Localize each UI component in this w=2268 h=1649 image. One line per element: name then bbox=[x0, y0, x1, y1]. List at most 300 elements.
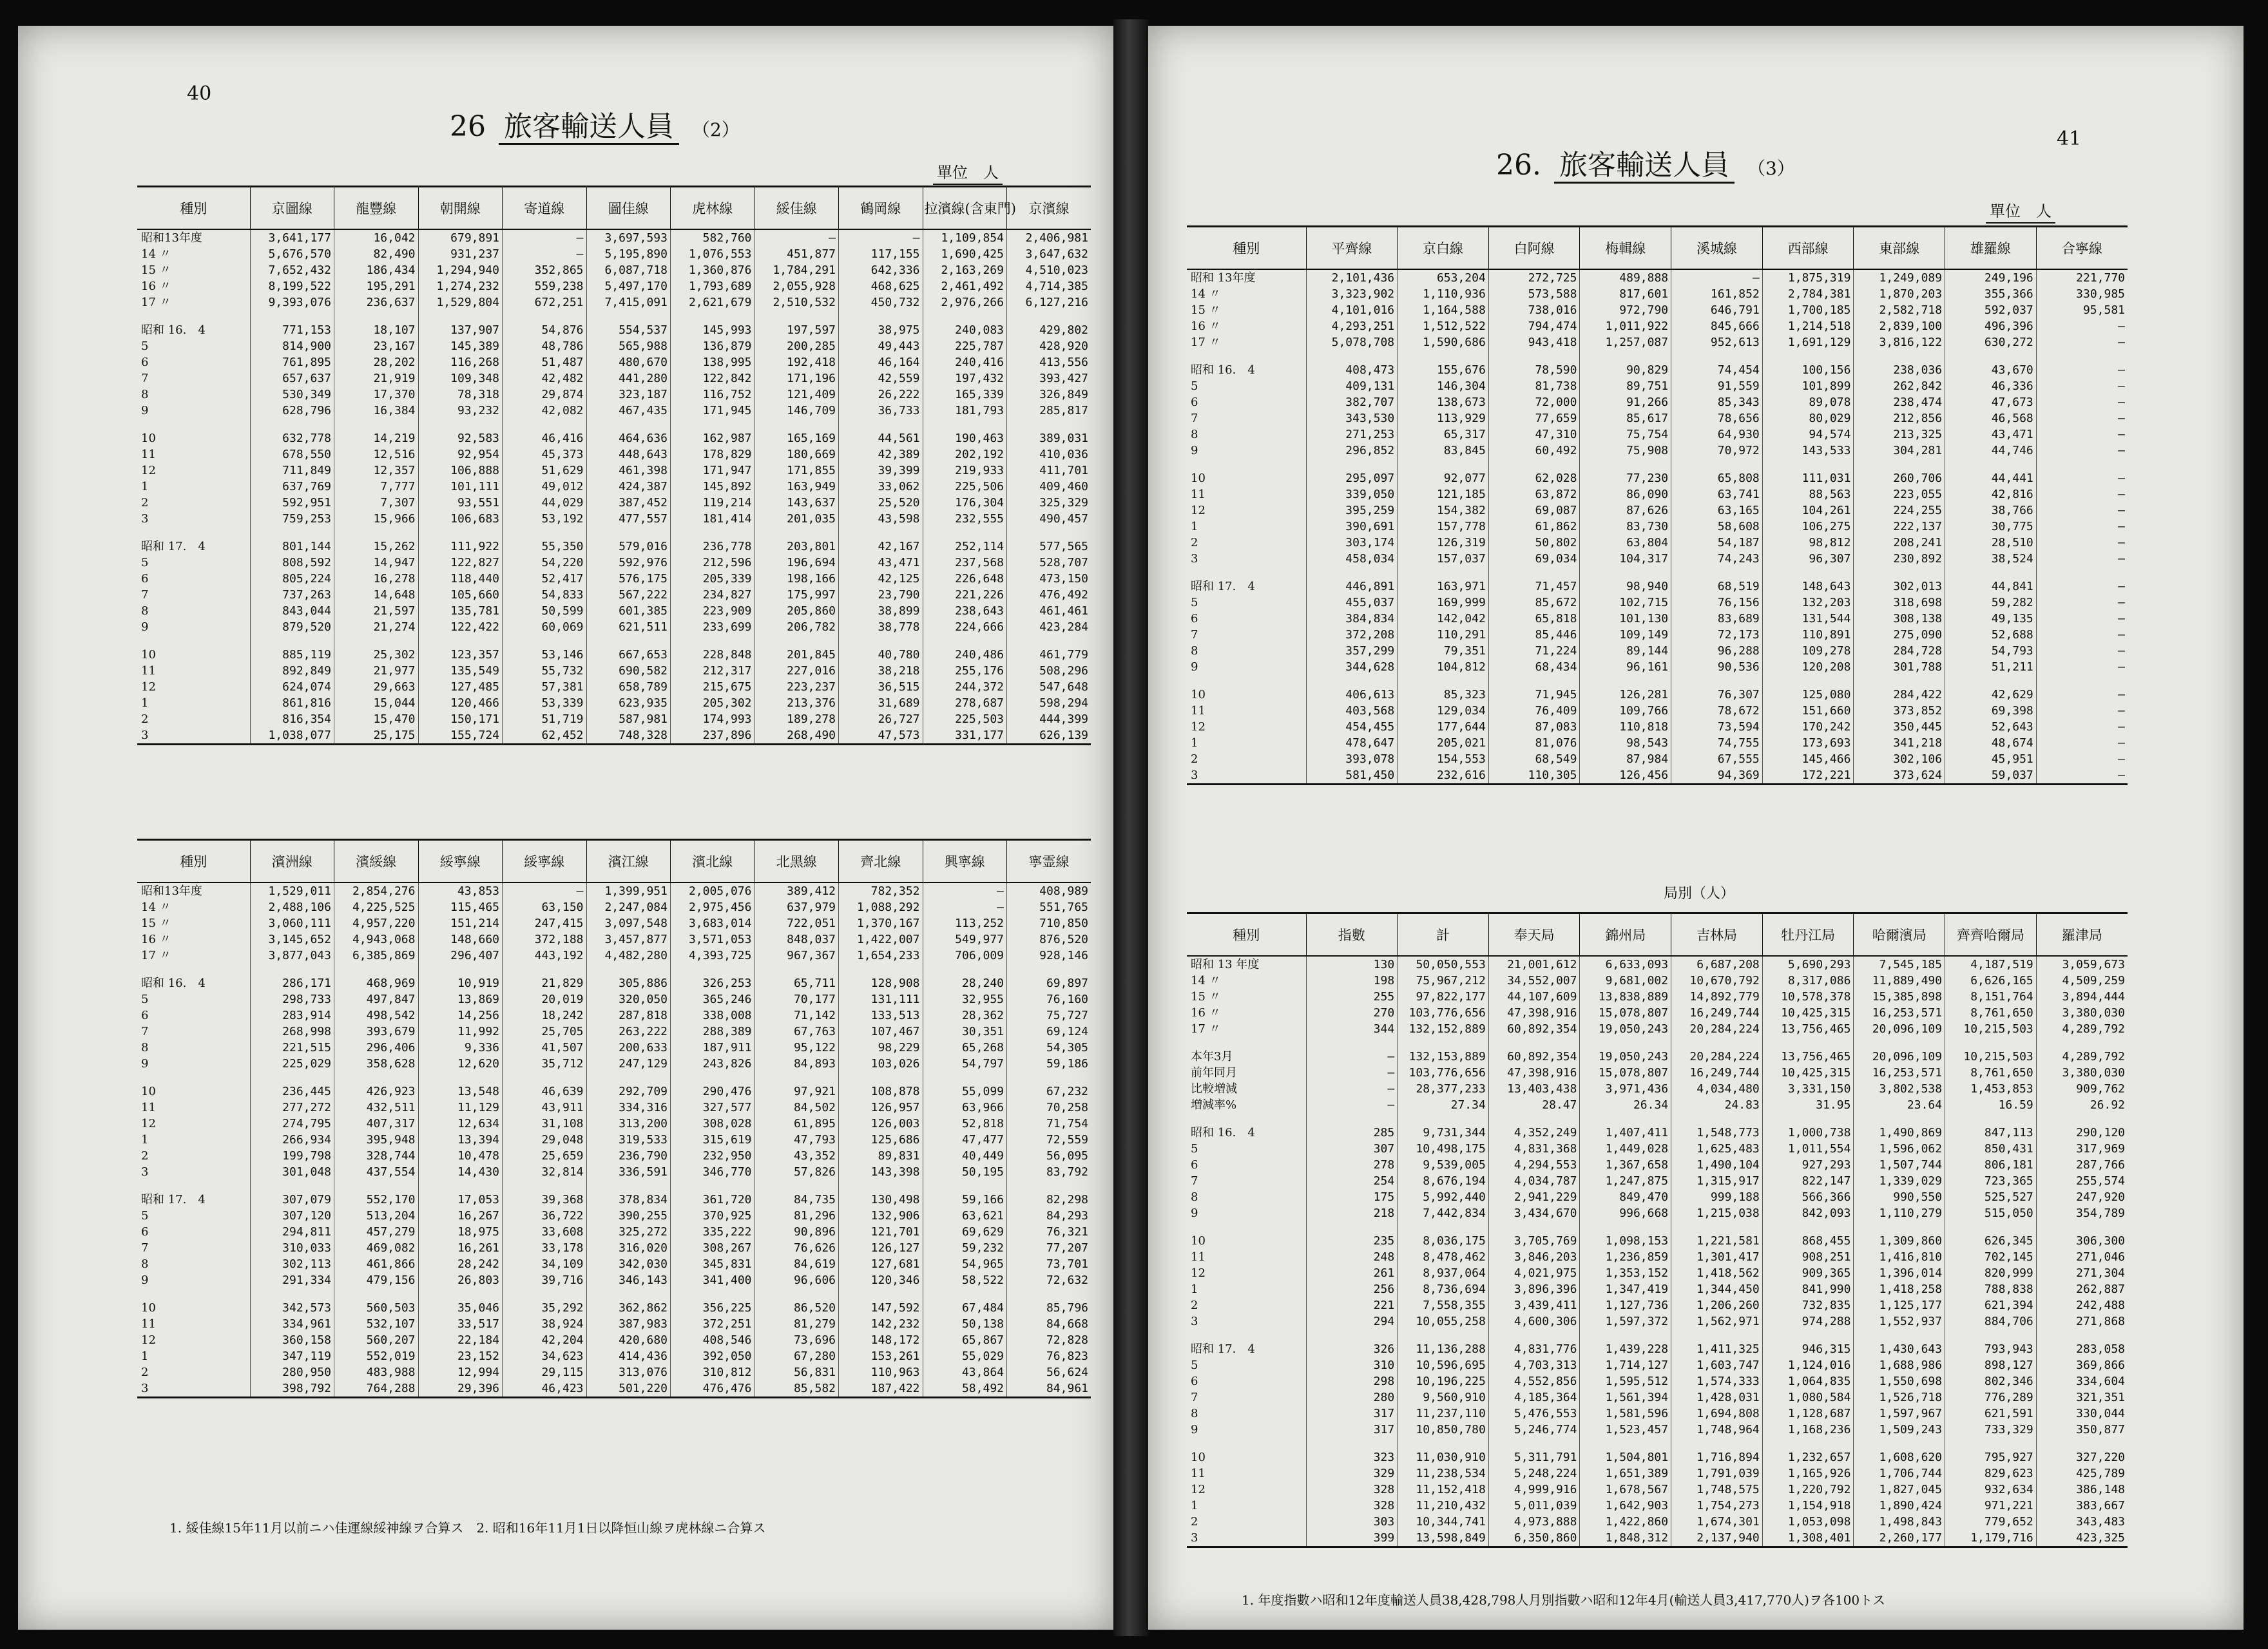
data-cell: 126,281 bbox=[1580, 687, 1671, 703]
data-cell: 386,148 bbox=[2036, 1482, 2128, 1498]
data-cell: 181,793 bbox=[923, 403, 1007, 419]
spacer-cell bbox=[137, 964, 250, 975]
data-cell: 21,597 bbox=[334, 603, 419, 619]
data-cell: 794,474 bbox=[1488, 318, 1580, 334]
spacer-cell bbox=[1854, 1438, 1945, 1449]
data-cell: 370,925 bbox=[671, 1208, 755, 1224]
column-header: 興寧線 bbox=[923, 840, 1007, 883]
data-cell: 38,766 bbox=[1945, 502, 2037, 519]
spacer-cell bbox=[1762, 350, 1854, 362]
row-label: 3 bbox=[1187, 767, 1306, 785]
data-cell: 181,414 bbox=[671, 511, 755, 527]
spacer-cell bbox=[1007, 1288, 1091, 1300]
data-cell: 458,034 bbox=[1306, 551, 1398, 567]
table-row bbox=[137, 915, 1091, 931]
spacer-cell bbox=[1007, 310, 1091, 322]
data-cell: 1,529,011 bbox=[250, 882, 334, 899]
data-cell: 53,339 bbox=[503, 695, 587, 711]
data-cell: 80,029 bbox=[1762, 410, 1854, 426]
data-cell: 847,113 bbox=[1945, 1125, 2037, 1141]
data-cell: 87,984 bbox=[1580, 751, 1671, 767]
data-cell: 737,263 bbox=[250, 587, 334, 603]
row-label: 6 bbox=[1191, 1158, 1198, 1172]
data-cell: 1,165,926 bbox=[1762, 1465, 1854, 1482]
data-cell: 200,285 bbox=[754, 338, 839, 354]
column-header: 種別 bbox=[1187, 913, 1306, 957]
data-cell: 10,578,378 bbox=[1762, 989, 1854, 1005]
data-cell: 658,789 bbox=[586, 679, 671, 695]
data-cell: 10,596,695 bbox=[1398, 1357, 1489, 1373]
spacer-cell bbox=[1488, 1113, 1580, 1125]
data-cell: 225,029 bbox=[250, 1056, 334, 1072]
data-cell: 243,826 bbox=[671, 1056, 755, 1072]
data-cell: 270 bbox=[1306, 1005, 1398, 1021]
row-label: 12 bbox=[141, 1117, 156, 1130]
data-cell: 498,542 bbox=[334, 1007, 419, 1024]
row-label: 5 bbox=[1191, 1358, 1198, 1372]
data-cell: 3,439,411 bbox=[1488, 1297, 1580, 1313]
data-cell: 1,154,918 bbox=[1762, 1498, 1854, 1514]
data-cell: 3,697,593 bbox=[586, 229, 671, 246]
spacer-cell bbox=[586, 1288, 671, 1300]
data-cell: 1,596,062 bbox=[1854, 1141, 1945, 1157]
data-cell: 26,727 bbox=[839, 711, 923, 727]
data-cell: 302,013 bbox=[1854, 578, 1945, 595]
spacer-cell bbox=[250, 310, 334, 322]
data-cell: 65,867 bbox=[923, 1332, 1007, 1348]
row-label: 11 bbox=[1191, 1467, 1206, 1480]
spacer-cell bbox=[334, 1288, 419, 1300]
row-label: 1 bbox=[1191, 736, 1198, 750]
data-cell: 1,422,007 bbox=[839, 931, 923, 948]
data-cell: 38,975 bbox=[839, 322, 923, 338]
table-row bbox=[1187, 1049, 2128, 1065]
row-label: 5 bbox=[141, 1209, 149, 1223]
data-cell: 849,470 bbox=[1580, 1189, 1671, 1205]
table-row bbox=[1187, 719, 2128, 735]
data-cell: 178,829 bbox=[671, 446, 755, 462]
data-cell: 9,539,005 bbox=[1398, 1157, 1489, 1173]
header-row bbox=[137, 840, 1091, 883]
spacer-cell bbox=[418, 635, 503, 647]
data-cell: 285 bbox=[1306, 1125, 1398, 1141]
spacer-cell bbox=[1007, 635, 1091, 647]
data-cell: 31.95 bbox=[1762, 1097, 1854, 1113]
data-cell: 409,131 bbox=[1306, 378, 1398, 394]
data-cell: 476,492 bbox=[1007, 587, 1091, 603]
data-cell: 325,329 bbox=[1007, 495, 1091, 511]
row-label: 増減率% bbox=[1191, 1098, 1237, 1112]
row-label: 17 〃 bbox=[1191, 336, 1221, 349]
data-cell: 59,232 bbox=[923, 1240, 1007, 1256]
data-cell: 690,582 bbox=[586, 663, 671, 679]
data-cell: 58,608 bbox=[1671, 519, 1763, 535]
data-cell: 260,706 bbox=[1854, 470, 1945, 486]
data-cell: 35,046 bbox=[418, 1300, 503, 1316]
table-row bbox=[1187, 443, 2128, 459]
row-label: 6 bbox=[1191, 1375, 1198, 1388]
data-cell: 3,894,444 bbox=[2036, 989, 2128, 1005]
data-cell: 346,770 bbox=[671, 1164, 755, 1180]
data-cell: 876,520 bbox=[1007, 931, 1091, 948]
data-cell: 127,485 bbox=[418, 679, 503, 695]
table-row bbox=[137, 991, 1091, 1007]
data-cell: 1,552,937 bbox=[1854, 1313, 1945, 1330]
data-cell: 1,512,522 bbox=[1398, 318, 1489, 334]
data-cell: 1,206,260 bbox=[1671, 1297, 1763, 1313]
data-cell: 70,258 bbox=[1007, 1100, 1091, 1116]
data-cell: 334,316 bbox=[586, 1100, 671, 1116]
data-cell: 369,866 bbox=[2036, 1357, 2128, 1373]
row-label: 昭和 16. 4 bbox=[1191, 1126, 1255, 1139]
data-cell: 202,192 bbox=[923, 446, 1007, 462]
column-header: 牡丹江局 bbox=[1762, 913, 1854, 957]
data-cell: 1,109,854 bbox=[923, 229, 1007, 246]
spacer-cell bbox=[1854, 350, 1945, 362]
data-cell: 122,422 bbox=[418, 619, 503, 635]
data-cell: 116,268 bbox=[418, 354, 503, 370]
table-row bbox=[1187, 1498, 2128, 1514]
data-cell: 294 bbox=[1306, 1313, 1398, 1330]
data-cell: 3,145,652 bbox=[250, 931, 334, 948]
spacer-cell bbox=[1398, 567, 1489, 578]
column-header: 濱江線 bbox=[586, 840, 671, 883]
spacer-cell bbox=[1398, 459, 1489, 470]
data-cell: 1,507,744 bbox=[1854, 1157, 1945, 1173]
data-cell: 1,890,424 bbox=[1854, 1498, 1945, 1514]
column-header: 種別 bbox=[137, 840, 250, 883]
spacer-cell bbox=[1854, 1037, 1945, 1049]
data-cell: 11,030,910 bbox=[1398, 1449, 1489, 1465]
data-cell: — bbox=[2036, 703, 2128, 719]
data-cell: 42,389 bbox=[839, 446, 923, 462]
table-row bbox=[1187, 1514, 2128, 1530]
data-cell: 632,778 bbox=[250, 430, 334, 446]
data-cell: 96,307 bbox=[1762, 551, 1854, 567]
data-cell: 861,816 bbox=[250, 695, 334, 711]
spacer-cell bbox=[418, 1180, 503, 1192]
data-cell: 195,291 bbox=[334, 278, 419, 294]
data-cell: 1,509,243 bbox=[1854, 1422, 1945, 1438]
spacer-cell bbox=[1306, 1037, 1398, 1049]
data-cell: 65,317 bbox=[1398, 426, 1489, 443]
data-cell: 4,509,259 bbox=[2036, 973, 2128, 989]
data-cell: 16,253,571 bbox=[1854, 1005, 1945, 1021]
data-cell: 845,666 bbox=[1671, 318, 1763, 334]
data-cell: — bbox=[2036, 767, 2128, 785]
data-cell: 224,666 bbox=[923, 619, 1007, 635]
data-cell: 262,842 bbox=[1854, 378, 1945, 394]
data-cell: 126,957 bbox=[839, 1100, 923, 1116]
spacer-cell bbox=[923, 1072, 1007, 1083]
spacer-cell bbox=[1671, 675, 1763, 687]
data-cell: 44,441 bbox=[1945, 470, 2037, 486]
data-cell: 103,776,656 bbox=[1398, 1005, 1489, 1021]
data-cell: 151,660 bbox=[1762, 703, 1854, 719]
spacer-cell bbox=[1488, 1438, 1580, 1449]
data-cell: 723,365 bbox=[1945, 1173, 2037, 1189]
data-cell: 96,288 bbox=[1671, 643, 1763, 659]
data-cell: 60,069 bbox=[503, 619, 587, 635]
data-cell: — bbox=[2036, 627, 2128, 643]
data-cell: 205,302 bbox=[671, 695, 755, 711]
data-cell: 621,511 bbox=[586, 619, 671, 635]
data-cell: 15,078,807 bbox=[1580, 1065, 1671, 1081]
spacer-cell bbox=[2036, 1037, 2128, 1049]
data-cell: 221 bbox=[1306, 1297, 1398, 1313]
spacer-cell bbox=[418, 1072, 503, 1083]
data-cell: 361,720 bbox=[671, 1192, 755, 1208]
table-row bbox=[137, 386, 1091, 403]
data-cell: 108,878 bbox=[839, 1083, 923, 1100]
row-label: 昭和 17. 4 bbox=[1191, 580, 1255, 593]
data-cell: 667,653 bbox=[586, 647, 671, 663]
row-label: 10 bbox=[141, 1085, 156, 1098]
data-cell: 1,523,457 bbox=[1580, 1422, 1671, 1438]
data-cell: 221,515 bbox=[250, 1040, 334, 1056]
data-cell: 554,537 bbox=[586, 322, 671, 338]
data-cell: 2,247,084 bbox=[586, 899, 671, 915]
spacer-cell bbox=[137, 1180, 250, 1192]
row-label: 14 〃 bbox=[141, 247, 171, 261]
spacer-cell bbox=[1398, 675, 1489, 687]
data-cell: 6,350,860 bbox=[1488, 1530, 1580, 1547]
data-cell: 238,474 bbox=[1854, 394, 1945, 410]
row-label: 1 bbox=[1191, 520, 1198, 533]
data-cell: 237,896 bbox=[671, 727, 755, 745]
data-cell: 795,927 bbox=[1945, 1449, 2037, 1465]
data-cell: — bbox=[2036, 334, 2128, 350]
spacer-cell bbox=[923, 635, 1007, 647]
data-cell: 946,315 bbox=[1762, 1341, 1854, 1357]
data-cell: 1,399,951 bbox=[586, 882, 671, 899]
data-cell: 17,053 bbox=[418, 1192, 503, 1208]
data-cell: 879,520 bbox=[250, 619, 334, 635]
data-cell: 1,353,152 bbox=[1580, 1265, 1671, 1281]
data-cell: 582,760 bbox=[671, 229, 755, 246]
data-cell: 501,220 bbox=[586, 1380, 671, 1398]
data-cell: 4,034,480 bbox=[1671, 1081, 1763, 1097]
data-cell: 317 bbox=[1306, 1422, 1398, 1438]
spacer-cell bbox=[586, 635, 671, 647]
data-cell: 29,874 bbox=[503, 386, 587, 403]
column-header: 齊齊哈爾局 bbox=[1945, 913, 2037, 957]
data-cell: 868,455 bbox=[1762, 1233, 1854, 1249]
data-cell: 255 bbox=[1306, 989, 1398, 1005]
data-cell: 11,238,534 bbox=[1398, 1465, 1489, 1482]
data-cell: 525,527 bbox=[1945, 1189, 2037, 1205]
spacer-cell bbox=[1488, 1037, 1580, 1049]
data-cell: 354,789 bbox=[2036, 1205, 2128, 1221]
data-cell: 113,929 bbox=[1398, 410, 1489, 426]
data-cell: 28,510 bbox=[1945, 535, 2037, 551]
data-cell: 13,403,438 bbox=[1488, 1081, 1580, 1097]
data-cell: 71,224 bbox=[1488, 643, 1580, 659]
table-row bbox=[1187, 595, 2128, 611]
data-cell: 1,651,389 bbox=[1580, 1465, 1671, 1482]
spacer-cell bbox=[334, 527, 419, 539]
spacer-cell bbox=[2036, 350, 2128, 362]
data-cell: 1,124,016 bbox=[1762, 1357, 1854, 1373]
row-label: 昭和 16. 4 bbox=[1191, 363, 1255, 377]
title-text: 旅客輸送人員 bbox=[1554, 149, 1735, 184]
spacer-cell bbox=[418, 419, 503, 430]
data-cell: 573,588 bbox=[1488, 286, 1580, 302]
data-cell: 56,095 bbox=[1007, 1148, 1091, 1164]
data-cell: 16,278 bbox=[334, 571, 419, 587]
data-cell: 48,786 bbox=[503, 338, 587, 354]
data-cell: 407,317 bbox=[334, 1116, 419, 1132]
data-cell: 44,561 bbox=[839, 430, 923, 446]
spacer-cell bbox=[503, 1180, 587, 1192]
data-cell: 186,434 bbox=[334, 262, 419, 278]
data-cell: 288,389 bbox=[671, 1024, 755, 1040]
data-cell: 4,552,856 bbox=[1488, 1373, 1580, 1389]
column-header: 齊北線 bbox=[839, 840, 923, 883]
data-cell: 8,761,650 bbox=[1945, 1065, 2037, 1081]
data-cell: 110,818 bbox=[1580, 719, 1671, 735]
data-cell: 630,272 bbox=[1945, 334, 2037, 350]
data-cell: 19,050,243 bbox=[1580, 1049, 1671, 1065]
data-cell: 342,573 bbox=[250, 1300, 334, 1316]
table-row bbox=[137, 1316, 1091, 1332]
data-cell: 3,683,014 bbox=[671, 915, 755, 931]
spacer-cell bbox=[1854, 459, 1945, 470]
data-cell: 805,224 bbox=[250, 571, 334, 587]
data-cell: 5,676,570 bbox=[250, 246, 334, 262]
data-cell: 406,613 bbox=[1306, 687, 1398, 703]
data-cell: — bbox=[2036, 751, 2128, 767]
data-cell: 73,701 bbox=[1007, 1256, 1091, 1272]
data-cell: 409,460 bbox=[1007, 479, 1091, 495]
data-cell: 4,294,553 bbox=[1488, 1157, 1580, 1173]
data-cell: — bbox=[2036, 519, 2128, 535]
data-cell: 271,253 bbox=[1306, 426, 1398, 443]
row-label: 3 bbox=[141, 512, 149, 526]
table-row bbox=[137, 294, 1091, 310]
row-label: 7 bbox=[1191, 1391, 1198, 1404]
data-cell: 390,691 bbox=[1306, 519, 1398, 535]
data-cell: — bbox=[2036, 611, 2128, 627]
data-cell: 143,637 bbox=[754, 495, 839, 511]
data-cell: 779,652 bbox=[1945, 1514, 2037, 1530]
table-row bbox=[137, 1007, 1091, 1024]
data-cell: 54,797 bbox=[923, 1056, 1007, 1072]
data-cell: 225,503 bbox=[923, 711, 1007, 727]
data-cell: 15,262 bbox=[334, 539, 419, 555]
spacer-cell bbox=[1007, 1180, 1091, 1192]
data-cell: 240,486 bbox=[923, 647, 1007, 663]
data-cell: 285,817 bbox=[1007, 403, 1091, 419]
data-cell: 566,366 bbox=[1762, 1189, 1854, 1205]
data-cell: 476,476 bbox=[671, 1380, 755, 1398]
column-header: 溪城線 bbox=[1671, 227, 1763, 270]
data-cell: 461,866 bbox=[334, 1256, 419, 1272]
data-cell: 278,687 bbox=[923, 695, 1007, 711]
data-cell: 85,343 bbox=[1671, 394, 1763, 410]
spacer-cell bbox=[1945, 1037, 2037, 1049]
data-cell: 89,831 bbox=[839, 1148, 923, 1164]
spacer-cell bbox=[1187, 567, 1306, 578]
data-cell: 443,192 bbox=[503, 948, 587, 964]
group-spacer bbox=[137, 310, 1091, 322]
data-cell: 55,732 bbox=[503, 663, 587, 679]
data-cell: 1,257,087 bbox=[1580, 334, 1671, 350]
row-label: 12 bbox=[1191, 1483, 1206, 1496]
data-cell: 20,284,224 bbox=[1671, 1021, 1763, 1037]
data-cell: 5,476,553 bbox=[1488, 1406, 1580, 1422]
data-cell: 4,021,975 bbox=[1488, 1265, 1580, 1281]
row-label: 5 bbox=[1191, 379, 1198, 393]
spacer-cell bbox=[1580, 675, 1671, 687]
data-cell: 63,741 bbox=[1671, 486, 1763, 502]
data-cell: 89,144 bbox=[1580, 643, 1671, 659]
data-cell: 303,174 bbox=[1306, 535, 1398, 551]
data-cell: 85,796 bbox=[1007, 1300, 1091, 1316]
data-cell: 271,868 bbox=[2036, 1313, 2128, 1330]
data-cell: 86,520 bbox=[754, 1300, 839, 1316]
data-cell: 1,870,203 bbox=[1854, 286, 1945, 302]
table-row bbox=[1187, 973, 2128, 989]
data-cell: 1,422,860 bbox=[1580, 1514, 1671, 1530]
data-cell: 307,120 bbox=[250, 1208, 334, 1224]
spacer-cell bbox=[1762, 1438, 1854, 1449]
spacer-cell bbox=[1762, 567, 1854, 578]
table-row bbox=[1187, 394, 2128, 410]
data-cell: 106,683 bbox=[418, 511, 503, 527]
data-cell: 657,637 bbox=[250, 370, 334, 386]
data-cell: 91,559 bbox=[1671, 378, 1763, 394]
data-cell: 189,278 bbox=[754, 711, 839, 727]
data-cell: 3,097,548 bbox=[586, 915, 671, 931]
data-cell: 52,643 bbox=[1945, 719, 2037, 735]
spacer-cell bbox=[586, 419, 671, 430]
table-row bbox=[1187, 1081, 2128, 1097]
spacer-cell bbox=[503, 419, 587, 430]
data-cell: 176,304 bbox=[923, 495, 1007, 511]
data-cell: 58,492 bbox=[923, 1380, 1007, 1398]
data-cell: 1,214,518 bbox=[1762, 318, 1854, 334]
spacer-cell bbox=[1488, 1330, 1580, 1341]
spacer-cell bbox=[671, 1072, 755, 1083]
table-row bbox=[1187, 486, 2128, 502]
row-label: 11 bbox=[1191, 704, 1206, 718]
data-cell: 36,733 bbox=[839, 403, 923, 419]
data-cell: 197,597 bbox=[754, 322, 839, 338]
data-cell: 7,777 bbox=[334, 479, 419, 495]
data-cell: 637,769 bbox=[250, 479, 334, 495]
data-cell: 13,598,849 bbox=[1398, 1530, 1489, 1547]
data-cell: 1,529,804 bbox=[418, 294, 503, 310]
data-cell: 410,036 bbox=[1007, 446, 1091, 462]
data-cell: 5,011,039 bbox=[1488, 1498, 1580, 1514]
column-header: 京濱線 bbox=[1007, 187, 1091, 230]
data-cell: 290,476 bbox=[671, 1083, 755, 1100]
data-cell: 577,565 bbox=[1007, 539, 1091, 555]
spacer-cell bbox=[1671, 1037, 1763, 1049]
data-cell: 43,864 bbox=[923, 1364, 1007, 1380]
data-cell: 247,415 bbox=[503, 915, 587, 931]
data-cell: 313,076 bbox=[586, 1364, 671, 1380]
data-cell: 339,050 bbox=[1306, 486, 1398, 502]
column-header: 綏寧線 bbox=[418, 840, 503, 883]
data-cell: 78,318 bbox=[418, 386, 503, 403]
data-cell: 806,181 bbox=[1945, 1157, 2037, 1173]
data-cell: 323 bbox=[1306, 1449, 1398, 1465]
data-cell: 551,765 bbox=[1007, 899, 1091, 915]
unit-label: 單位 人 bbox=[933, 160, 1003, 185]
title-number: 26 bbox=[450, 110, 486, 143]
